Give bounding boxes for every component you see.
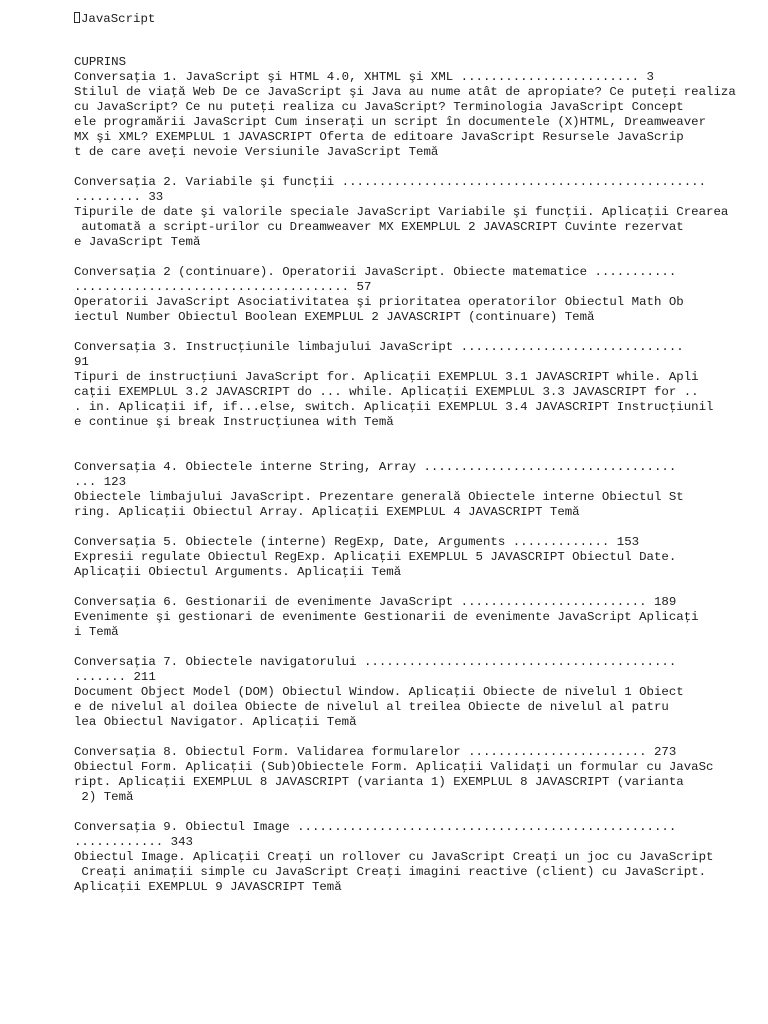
toc-entry [74, 535, 754, 580]
toc-entry-description-line: i Temă [74, 625, 119, 639]
toc-entry-description-line: lea Obiectul Navigator. Aplicaţii Temă [74, 715, 357, 729]
toc-entry-description-line: automată a script-urilor cu Dreamweaver MX EXEMPLUL 2 JAVASCRIPT Cuvinte rezervat [74, 220, 684, 234]
toc-entry-list [74, 70, 754, 895]
toc-entry-description-line: Aplicaţii EXEMPLUL 9 JAVASCRIPT Temă [74, 880, 342, 894]
toc-entry-heading-line[interactable]: Conversaţia 7. Obiectele navigatorului .......................................... [74, 655, 677, 669]
toc-entry-heading-line[interactable]: Conversaţia 8. Obiectul Form. Validarea formularelor ........................ 273 [74, 745, 677, 759]
toc-entry [74, 70, 754, 160]
toc-entry-heading-line[interactable]: ......... 33 [74, 190, 164, 204]
toc-entry-description-line: Creaţi animaţii simple cu JavaScript Creaţi imagini reactive (client) cu JavaScript. [74, 865, 707, 879]
toc-entry-description-line: Stilul de viaţă Web De ce JavaScript şi Java au nume atât de apropiate? Ce puteţi realiza [74, 85, 736, 99]
toc-entry-description-line: 2) Temă [74, 790, 134, 804]
toc-entry [74, 820, 754, 895]
toc-entry-heading-line[interactable]: ... 123 [74, 475, 127, 489]
toc-entry-description-line: Operatorii JavaScript Asociativitatea şi prioritatea operatorilor Obiectul Math Ob [74, 295, 684, 309]
toc-entry [74, 340, 754, 430]
document-title: JavaScript [81, 12, 156, 26]
toc-entry [74, 595, 754, 640]
toc-entry-description-line: e JavaScript Temă [74, 235, 201, 249]
toc-entry-heading-line[interactable]: Conversaţia 2 (continuare). Operatorii JavaScript. Obiecte matematice ........... [74, 265, 677, 279]
toc-entry-description-line: Aplicaţii Obiectul Arguments. Aplicaţii Temă [74, 565, 402, 579]
toc-entry-description-line: iectul Number Obiectul Boolean EXEMPLUL 2 JAVASCRIPT (continuare) Temă [74, 310, 595, 324]
toc-entry-heading-line[interactable]: ..................................... 57 [74, 280, 372, 294]
toc-entry-description-line: ring. Aplicaţii Obiectul Array. Aplicaţii EXEMPLUL 4 JAVASCRIPT Temă [74, 505, 580, 519]
toc-entry-description-line: Obiectul Form. Aplicaţii (Sub)Obiectele Form. Aplicaţii Validaţi un formular cu JavaSc [74, 760, 714, 774]
toc-entry-description-line: Tipuri de instrucţiuni JavaScript for. Aplicaţii EXEMPLUL 3.1 JAVASCRIPT while. Apli [74, 370, 699, 384]
toc-entry-description-line: cu JavaScript? Ce nu puteţi realiza cu JavaScript? Terminologia JavaScript Concept [74, 100, 684, 114]
toc-entry-heading-line[interactable]: 91 [74, 355, 89, 369]
toc-entry [74, 655, 754, 730]
toc-entry-description-line: Document Object Model (DOM) Obiectul Window. Aplicaţii Obiecte de nivelul 1 Obiect [74, 685, 684, 699]
toc-entry-heading-line[interactable]: Conversaţia 3. Instrucţiunile limbajului JavaScript .............................. [74, 340, 684, 354]
toc-entry-description-line: ele programării JavaScript Cum inseraţi un script în documentele (X)HTML, Dreamweaver [74, 115, 707, 129]
missing-glyph-icon [74, 12, 80, 23]
toc-entry-description-line: t de care aveţi nevoie Versiunile JavaScript Temă [74, 145, 439, 159]
toc-entry-description-line: e de nivelul al doilea Obiecte de nivelul al treilea Obiecte de nivelul al patru [74, 700, 669, 714]
toc-entry-heading-line[interactable]: ....... 211 [74, 670, 156, 684]
table-of-contents [74, 55, 754, 895]
toc-entry-description-line: Obiectul Image. Aplicaţii Creaţi un rollover cu JavaScript Creaţi un joc cu JavaScript [74, 850, 714, 864]
toc-entry-heading-line[interactable]: Conversaţia 6. Gestionarii de evenimente JavaScript ......................... 189 [74, 595, 677, 609]
toc-entry-heading-line[interactable]: Conversaţia 9. Obiectul Image ................................................... [74, 820, 677, 834]
toc-entry-description-line: Tipurile de date şi valorile speciale JavaScript Variabile şi funcţii. Aplicaţii Crearea [74, 205, 729, 219]
toc-entry-description-line: e continue şi break Instrucţiunea with Temă [74, 415, 394, 429]
document-header [74, 12, 155, 27]
toc-entry [74, 265, 754, 325]
toc-entry [74, 745, 754, 805]
toc-entry [74, 460, 754, 520]
toc-entry-description-line: Evenimente şi gestionari de evenimente Gestionarii de evenimente JavaScript Aplicaţi [74, 610, 699, 624]
toc-heading: CUPRINS [74, 55, 127, 69]
toc-entry-description-line: ript. Aplicaţii EXEMPLUL 8 JAVASCRIPT (varianta 1) EXEMPLUL 8 JAVASCRIPT (varianta [74, 775, 684, 789]
toc-entry-heading-line[interactable]: Conversaţia 5. Obiectele (interne) RegExp, Date, Arguments ............. 153 [74, 535, 640, 549]
toc-entry-description-line: . in. Aplicaţii if, if...else, switch. Aplicaţii EXEMPLUL 3.4 JAVASCRIPT Instrucţiunil [74, 400, 714, 414]
toc-entry-description-line: Obiectele limbajului JavaScript. Prezentare generală Obiectele interne Obiectul St [74, 490, 684, 504]
toc-entry-heading-line[interactable]: Conversaţia 4. Obiectele interne String, Array .................................. [74, 460, 677, 474]
toc-entry-description-line: caţii EXEMPLUL 3.2 JAVASCRIPT do ... while. Aplicaţii EXEMPLUL 3.3 JAVASCRIPT for .. [74, 385, 699, 399]
toc-entry-description-line: Expresii regulate Obiectul RegExp. Aplicaţii EXEMPLUL 5 JAVASCRIPT Obiectul Date. [74, 550, 677, 564]
toc-entry-description-line: MX şi XML? EXEMPLUL 1 JAVASCRIPT Oferta de editoare JavaScript Resursele JavaScrip [74, 130, 684, 144]
toc-entry [74, 175, 754, 250]
toc-entry-heading-line[interactable]: Conversaţia 1. JavaScript şi HTML 4.0, XHTML şi XML ........................ 3 [74, 70, 654, 84]
toc-entry-heading-line[interactable]: Conversaţia 2. Variabile şi funcţii ................................................. [74, 175, 707, 189]
toc-entry-heading-line[interactable]: ............ 343 [74, 835, 193, 849]
